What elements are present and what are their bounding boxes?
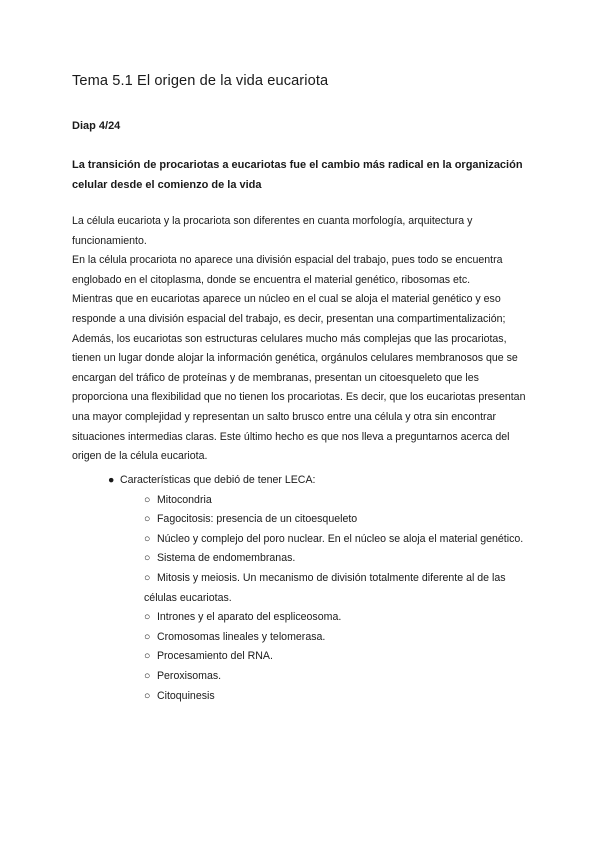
document-title: Tema 5.1 El origen de la vida eucariota <box>72 73 329 89</box>
bullet-marker: ● <box>108 474 115 486</box>
sub-bullet-marker: ○ <box>144 552 151 565</box>
list-item-text: Núcleo y complejo del poro nuclear. En el núcleo se aloja el material genético. <box>156 532 524 545</box>
sub-bullet-marker: ○ <box>144 669 151 682</box>
paragraph: Mientras que en eucariotas aparece un núcleo en el cual se aloja el material genético y eso responde a una división espacial del trabajo, es decir, presentan una compartimentalización; <box>72 293 506 325</box>
list-item <box>144 530 532 550</box>
section-heading: La transición de procariotas a eucariotas fue el cambio más radical en la organización celular desde el comienzo de la vida <box>72 159 523 191</box>
sub-list <box>108 491 532 707</box>
list-item-text: Cromosomas lineales y telomerasa. <box>156 630 326 643</box>
sub-bullet-marker: ○ <box>144 689 151 702</box>
sub-bullet-marker: ○ <box>144 630 151 643</box>
sub-bullet-marker: ○ <box>144 571 151 584</box>
slide-label: Diap 4/24 <box>72 120 121 132</box>
list-item <box>144 608 532 628</box>
list-item-text: Intrones y el aparato del espliceosoma. <box>156 611 342 624</box>
leca-characteristics-list <box>108 471 532 706</box>
sub-bullet-marker: ○ <box>144 532 151 545</box>
sub-bullet-marker: ○ <box>144 611 151 624</box>
list-item-text: Procesamiento del RNA. <box>156 650 273 663</box>
list-item-text: Fagocitosis: presencia de un citoesqueleto <box>156 513 358 526</box>
list-item-text: Mitosis y meiosis. Un mecanismo de división totalmente diferente al de las células eucariotas. <box>144 571 506 604</box>
paragraph: La célula eucariota y la procariota son diferentes en cuanta morfología, arquitectura y funcionamiento. <box>72 215 473 247</box>
sub-bullet-marker: ○ <box>144 513 151 526</box>
bullet-item <box>108 471 532 491</box>
list-item <box>144 510 532 530</box>
list-item <box>144 628 532 648</box>
sub-bullet-marker: ○ <box>144 493 151 506</box>
list-item-text: Citoquinesis <box>156 689 215 702</box>
list-item <box>144 549 532 569</box>
list-item <box>144 491 532 511</box>
list-item-text: Peroxisomas. <box>156 669 222 682</box>
sub-bullet-marker: ○ <box>144 650 151 663</box>
list-item <box>144 687 532 707</box>
list-item-text: Mitocondria <box>156 493 212 506</box>
paragraph: En la célula procariota no aparece una división espacial del trabajo, pues todo se encuentra englobado en el citoplasma, donde se encuentra el material genético, ribosomas etc. <box>72 254 503 286</box>
list-item <box>144 647 532 667</box>
list-item-text: Sistema de endomembranas. <box>156 552 296 565</box>
bullet-text: Características que debió de tener LECA: <box>119 474 316 486</box>
body-paragraphs <box>72 212 532 467</box>
paragraph: Además, los eucariotas son estructuras celulares mucho más complejas que las procariotas, tienen un lugar donde alojar la información genética, orgánulos celulares membranosos que se encargan del tráfico de proteínas y de membranas, presentan un citoesqueleto que les proporciona una flexibilidad que no tienen los procariotas. Es decir, que los eucariotas presentan una mayor complejidad y representan un salto brusco entre una célula y otra sin encontrar situaciones intermedias claras. Este último hecho es que nos lleva a preguntarnos acerca del origen de la célula eucariota. <box>72 332 526 463</box>
list-item <box>144 569 532 608</box>
list-item <box>144 667 532 687</box>
